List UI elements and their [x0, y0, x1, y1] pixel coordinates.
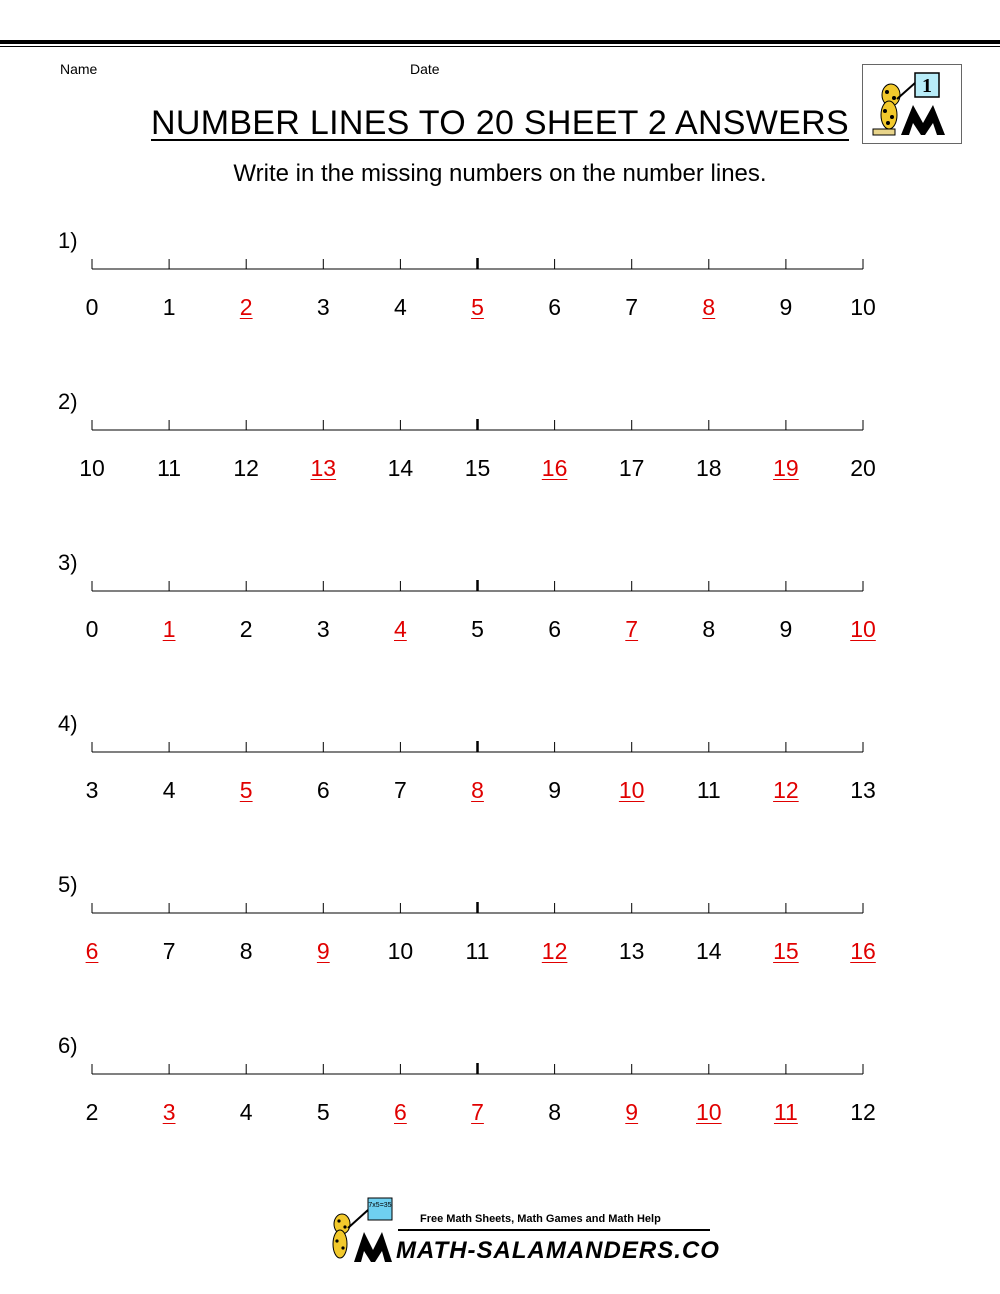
number-line [0, 570, 1000, 620]
number-line [0, 731, 1000, 781]
name-label: Name [60, 61, 98, 77]
answer-number: 15 [773, 938, 799, 964]
answer-number: 8 [471, 777, 484, 803]
problem-6 [0, 1033, 1000, 1153]
answer-number: 6 [85, 938, 99, 964]
given-number: 3 [316, 616, 330, 642]
answer-number: 5 [471, 294, 484, 320]
given-number: 0 [85, 294, 99, 320]
given-number: 14 [696, 938, 722, 964]
instructions: Write in the missing numbers on the number lines. [233, 160, 767, 187]
given-number: 7 [393, 777, 407, 803]
answer-number: 10 [850, 616, 876, 642]
given-number: 9 [548, 777, 561, 803]
problem-number: 3) [58, 550, 78, 575]
given-number: 5 [471, 616, 484, 642]
problem-number: 4) [58, 711, 78, 736]
given-number: 11 [465, 938, 490, 964]
answer-number: 16 [541, 455, 568, 481]
footer-badge-text: 7x5=35 [368, 1202, 392, 1209]
given-number: 11 [696, 777, 721, 803]
answer-number: 9 [316, 938, 330, 964]
footer-logo [320, 1196, 720, 1276]
given-number: 2 [239, 616, 253, 642]
given-number: 13 [850, 777, 876, 803]
given-number: 11 [157, 455, 182, 481]
answer-number: 5 [239, 777, 253, 803]
number-line [0, 892, 1000, 942]
answer-number: 8 [702, 294, 716, 320]
given-number: 4 [162, 777, 176, 803]
number-line [0, 409, 1000, 459]
top-rule [0, 40, 1000, 44]
problem-2 [0, 389, 1000, 509]
answer-number: 1 [162, 616, 176, 642]
given-number: 6 [316, 777, 330, 803]
answer-number: 4 [393, 616, 407, 642]
answer-number: 12 [773, 777, 799, 803]
problem-number: 6) [58, 1033, 78, 1058]
answer-number: 10 [618, 777, 645, 803]
number-line [0, 248, 1000, 298]
given-number: 10 [387, 938, 414, 964]
problem-4 [0, 711, 1000, 831]
given-number: 3 [85, 777, 99, 803]
given-number: 10 [850, 294, 876, 320]
given-number: 14 [387, 455, 414, 481]
answer-number: 19 [773, 455, 799, 481]
given-number: 9 [779, 616, 793, 642]
given-number: 4 [393, 294, 407, 320]
given-number: 8 [239, 938, 253, 964]
given-number: 7 [625, 294, 639, 320]
answer-number: 13 [310, 455, 337, 481]
given-number: 0 [85, 616, 99, 642]
given-number: 15 [464, 455, 491, 481]
page-title: NUMBER LINES TO 20 SHEET 2 ANSWERS [151, 104, 849, 142]
given-number: 17 [618, 455, 645, 481]
logo-badge-number: 1 [922, 75, 932, 97]
answer-number: 12 [541, 938, 568, 964]
problem-3 [0, 550, 1000, 670]
given-number: 6 [548, 616, 561, 642]
problem-5 [0, 872, 1000, 992]
math-salamanders-logo-icon [320, 1196, 720, 1276]
given-number: 5 [316, 1099, 330, 1125]
answer-number: 3 [162, 1099, 176, 1125]
given-number: 2 [85, 1099, 99, 1125]
problem-number: 2) [58, 389, 78, 414]
given-number: 12 [233, 455, 259, 481]
answer-number: 7 [471, 1099, 484, 1125]
given-number: 9 [779, 294, 793, 320]
given-number: 8 [702, 616, 716, 642]
answer-number: 2 [239, 294, 253, 320]
given-number: 6 [548, 294, 561, 320]
given-number: 7 [162, 938, 176, 964]
number-line [0, 1053, 1000, 1103]
answer-number: 9 [625, 1099, 639, 1125]
answer-number: 11 [773, 1099, 798, 1125]
answer-number: 10 [696, 1099, 722, 1125]
answer-number: 16 [850, 938, 876, 964]
answer-number: 6 [393, 1099, 407, 1125]
answer-number: 7 [625, 616, 639, 642]
footer-tagline: Free Math Sheets, Math Games and Math Help [420, 1213, 661, 1225]
given-number: 13 [618, 938, 645, 964]
given-number: 10 [79, 455, 105, 481]
date-label: Date [410, 61, 440, 77]
given-number: 18 [696, 455, 722, 481]
given-number: 3 [316, 294, 330, 320]
top-rule-thin [0, 46, 1000, 47]
problem-number: 1) [58, 228, 78, 253]
footer-site: MATH-SALAMANDERS.COM [396, 1237, 720, 1264]
given-number: 1 [162, 294, 176, 320]
given-number: 4 [239, 1099, 253, 1125]
given-number: 12 [850, 1099, 876, 1125]
given-number: 20 [850, 455, 876, 481]
problem-1 [0, 228, 1000, 348]
problem-number: 5) [58, 872, 78, 897]
given-number: 8 [548, 1099, 561, 1125]
